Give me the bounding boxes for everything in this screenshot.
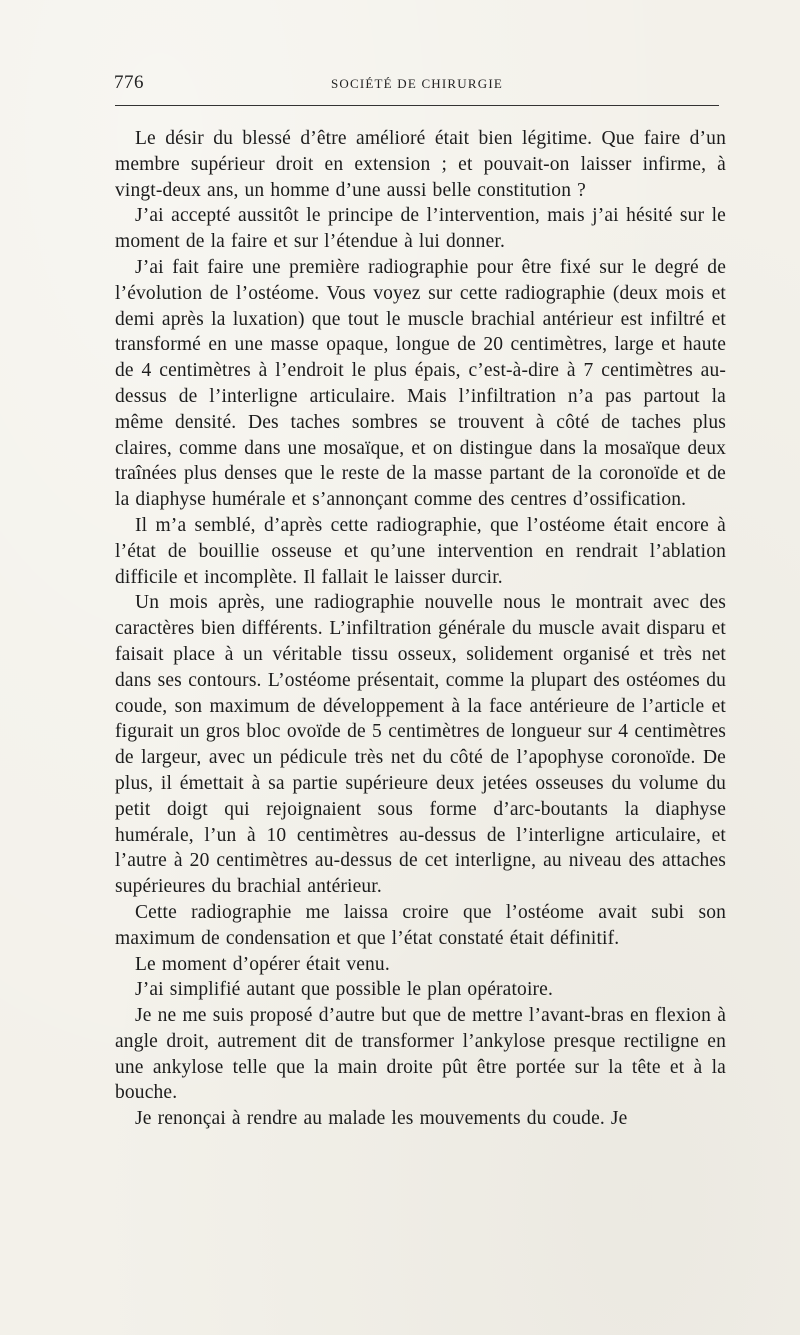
paragraph: J’ai simplifié autant que possible le plan opératoire.: [135, 979, 553, 1001]
running-title: SOCIÉTÉ DE CHIRURGIE: [330, 76, 504, 91]
body-text: [115, 126, 726, 1132]
page-header: [114, 72, 720, 100]
paragraph: Le moment d’opérer était venu.: [135, 953, 390, 975]
paragraph: Il m’a semblé, d’après cette radiographie, que l’ostéome était encore à l’état de bouillie osseuse et qu’une intervention en rendrait l’ablation difficile et incomplète. Il fallait le laisser durcir.: [115, 514, 726, 588]
page-number: 776: [114, 72, 144, 93]
paragraph: Un mois après, une radiographie nouvelle nous le montrait avec des caractères bien différents. L’infiltration générale du muscle avait disparu et faisait place à un véritable tissu osseux, solidement organisé et très net dans ses contours. L’ostéome présentait, comme la plupart des ostéomes du coude, son maximum de développement à la face antérieure de l’article et figurait un gros bloc ovoïde de 5 centimètres de longueur sur 4 centimètres de largeur, avec un pédicule très net du côté de l’apophyse coronoïde. De plus, il émettait à sa partie supérieure deux jetées osseuses du volume du petit doigt qui rejoignaient sous forme d’arc-boutants la diaphyse humérale, l’un à 10 centimètres au-dessus de l’interligne articulaire, et l’autre à 20 centimètres au-dessus de cet interligne, au niveau des attaches supérieures du brachial antérieur.: [115, 592, 726, 898]
header-rule: [115, 105, 719, 106]
paragraph: Je ne me suis proposé d’autre but que de mettre l’avant-bras en flexion à angle droit, autrement dit de transformer l’ankylose presque rectiligne en une ankylose telle que la main droite pût être portée sur la tête et à la bouche.: [115, 1005, 726, 1104]
paragraph: Le désir du blessé d’être amélioré était bien légitime. Que faire d’un membre supérieur droit en extension ; et pouvait-on laisser infirme, à vingt-deux ans, un homme d’une aussi belle constitution ?: [115, 128, 726, 201]
paragraph: Je renonçai à rendre au malade les mouvements du coude. Je: [135, 1108, 628, 1130]
paragraph: J’ai fait faire une première radiographie pour être fixé sur le degré de l’évolution de l’ostéome. Vous voyez sur cette radiographie (deux mois et demi après la luxation) que tout le muscle brachial antérieur est infiltré et transformé en une masse opaque, longue de 20 centimètres, large et haute de 4 centimètres à l’endroit le plus épais, c’est-à-dire à 7 centimètres au-dessus de l’interligne articulaire. Mais l’infiltration n’a pas partout la même densité. Des taches sombres se trouvent à côté de taches plus claires, comme dans une mosaïque, et on distingue dans la mosaïque deux traînées plus denses que le reste de la masse partant de la coronoïde et de la diaphyse humérale et s’annonçant comme des centres d’ossification.: [115, 256, 726, 511]
paragraph: Cette radiographie me laissa croire que l’ostéome avait subi son maximum de condensation et que l’état constaté était définitif.: [115, 901, 726, 949]
paragraph: J’ai accepté aussitôt le principe de l’intervention, mais j’ai hésité sur le moment de la faire et sur l’étendue à lui donner.: [115, 205, 726, 253]
